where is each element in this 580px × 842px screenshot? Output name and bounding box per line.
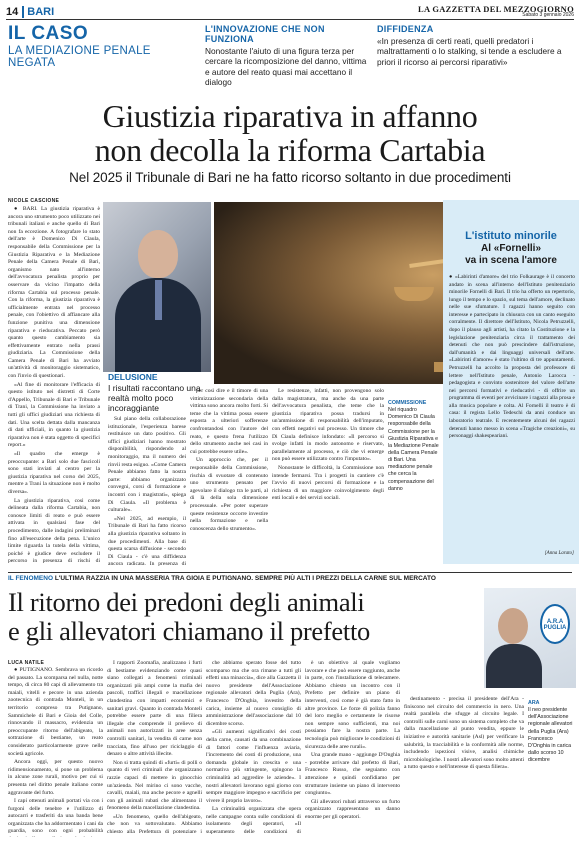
president-photo: [484, 588, 576, 688]
paragraph: è un obiettivo al quale vogliamo lavorare e che può essere raggiunto, anche in parte, con l'installazione di telecamere. Abbiamo chiesto un incontro con il Prefetto per definire un piano di interventi, così come è già stato fatto in altre province. Le forze di polizia fanno del loro meglio e certamente le risorse non sempre sono sufficienti, ma noi possiamo fare la nostra parte. La tecnologia può migliorare le condizioni di sicurezza delle aree rurali».: [305, 660, 400, 750]
logo-text: A.R.A PUGLIA: [543, 619, 567, 631]
caption-text: I risultati raccontano una realtà molto poco incoraggiante: [108, 383, 201, 414]
paragraph: I capi ottenuti animali portati via con i furgoni delle tenebre e l'utilizzo di autocarri e trasferiti da una banda bene organizzata che ha addormentato i cani da guardia, sono con ogni probabilità: [8, 798, 103, 835]
second-headline-line1: Il ritorno dei predoni degli animali: [8, 587, 365, 617]
article2-column-4: [305, 660, 400, 837]
pull-quote-innovation: [205, 24, 370, 87]
main-headline-line1: Giustizia riparativa in affanno: [102, 98, 478, 134]
paragraph: Ancora oggi, per questo nuovo ridimensionamento, si pone un problema in alcune zone rurali, motivo per cui si presenta nel diritto penale italiano come aggravante del furto.: [8, 759, 103, 796]
pull-quote-diffidenza: [377, 24, 575, 67]
paragraph: La giustizia riparativa, così come delineata dalla riforma Cartabia, non conosce limiti di reato e può essere attivata in qualsiasi fase del procedimento, dalle indagini preliminari fino all'esecuzione della pena. L'unico limite riguarda la tutela della vittima, poiché è giudice deve escludere il percorso in presenza di rischi di: [8, 497, 100, 565]
article-column-4: [272, 388, 384, 566]
issue-date: Sabato 3 gennaio 2026: [522, 12, 574, 19]
article-column-2: [108, 416, 186, 566]
article2-column-5: [404, 696, 524, 837]
page-number: 14: [6, 6, 22, 18]
caption-heading: COMMISSIONE: [388, 400, 427, 406]
article2-column-1: [8, 667, 103, 837]
strip-text: L'ULTIMA RAZZIA IN UNA MASSERIA TRA GIOIA E PUTIGNANO. SEMPRE PIÙ ALTI I PREZZI DELLA CARNE SUL MERCATO: [54, 575, 436, 582]
topic-kicker: IL CASO: [8, 23, 89, 44]
paragraph: Nonostante le difficoltà, la Commissione non intende fermarsi. Tra i progetti in cantiere c'è l'avvio di nuovi percorsi di formazione e la richiesta di un maggiore coinvolgimento degli enti locali e dei servizi sociali.: [272, 464, 384, 502]
pull-quote-text: «In presenza di certi reati, quelli predatori i maltrattamenti o lo stalking, si tende a escludere a priori il ricorso ai percorsi riparativi»: [377, 36, 562, 67]
paragraph: Gli allevatori rubati attraverso un furto organizzato rappresentano un danno enorme per gli operatori.: [305, 798, 400, 820]
paragraph: che abbiamo sperato fosse del tutto scomparso ma che ora rimane a tutti gli effetti una minaccia», dice alla Gazzetta il nuovo presidente dell'Associazione regionale allevatori della Puglia (Ara), Francesco D'Onghia, investito della carica, insieme al nuovo consiglio di amministrazione dell'associazione dal 10 dicembre scorso.: [206, 660, 301, 727]
sidebar-subheading-line1: Al «Fornelli»: [480, 243, 541, 254]
article-column-3: [190, 388, 268, 566]
sidebar-heading: L'istituto minorile: [465, 230, 557, 242]
second-headline-line2: e gli allevatori chiamano il prefetto: [8, 616, 370, 647]
topic-subtitle: LA MEDIAZIONE PENALE NEGATA: [8, 45, 151, 69]
page-header: [6, 4, 574, 20]
pull-quote-heading: L'INNOVAZIONE CHE NON FUNZIONA: [205, 24, 325, 44]
main-deck: Nel 2025 il Tribunale di Bari ne ha fatto ricorso soltanto in due procedimenti: [69, 170, 511, 185]
topic-strip: [8, 572, 572, 582]
paragraph: ● PUTIGNANO. Sembrava un ricordo del passato. La scomparsa nel nulla, notte tempo, di circa 80 capi di allevamento tra maiali, vitelli e pecore in una azienda zootecnica di contrada Monteli, in un territorio compreso tra Putignano, Sammichele di Bari e Gioia del Colle, rinnovando il massacro, evidenzia un preoccupante ritorno dell'abigeato, la sottrazione di bestiame, un reato considerato particolarmente grave nelle società agricole.: [8, 667, 103, 757]
pull-quote-heading: DIFFIDENZA: [377, 24, 434, 34]
caption-heading: DELUSIONE: [108, 372, 158, 382]
paragraph: destinamento - precisa il presidente dell'Ara - finiscono nel circuito del commercio in nero. Una realtà parallela che sfugge al circuito legale. I controlli sulle carni sono un sistema completo che va dalla macellazione al punto vendita, eppure le iniziative e autorità sanitarie (Asl) per verificare la salubrità, la tracciabilità e la conformità alle norme, includendo ispezioni visive, analisi chimiche microbiologiche. I nostri allevatori sono molto attenti a tutto questo e nell'interesse di questa filiera».: [404, 696, 524, 771]
masthead-name: LA GAZZETTA DEL MEZZOGIORNO: [417, 3, 574, 14]
caption-text: Il neo presidente dell'Associazione regionale allevatori della Puglia (Ara) Francesco D'Onghia in carica dallo scorso 10 dicembre: [528, 707, 573, 764]
photo-caption-ara: [528, 700, 576, 764]
paragraph: Le resistenze, infatti, non provengono solo dalla magistratura, ma anche da una parte dell'avvocatura penalista, che teme che la giustizia riparativa possa tradursi in un'ammissione di responsabilità dell'imputato, con effetti negativi sul processo. Un timore che Di Ciaula definisce infondato: «Il percorso si svolge infatti in modo autonomo e riservato, parallelamente al processo, e ciò che vi emerge non può essere utilizzato contro l'imputato».: [272, 388, 384, 463]
article2-column-3: [206, 660, 301, 837]
sidebar-subheading-line2: va in scena l'amore: [465, 254, 557, 266]
author-byline: NICOLE CASCIONE: [8, 198, 60, 204]
main-headline: [0, 100, 580, 167]
article-column-1: [8, 206, 100, 566]
sidebar-box-fornelli: [443, 200, 579, 564]
paragraph: «Gli aumenti significativi dei costi della carne, causati da una combinazione di fattori come l'influenza aviaria, l'incremento dei costi di produzione, una domanda globale in crescita e una normativa più stringente, spingono la criminalità ad aggredire le aziende». I nostri allevatori lavorano ogni giorno con sempre maggiore impegno e sacrificio per vivere il proprio lavoro».: [206, 729, 301, 804]
article2-column-2: [107, 660, 202, 837]
masthead: [418, 5, 574, 19]
topic-header: [8, 24, 198, 69]
paragraph: ● BARI. La giustizia riparativa è ancora uno strumento poco utilizzato nei tribunali italiani e anche quello di Bari non fa eccezione. A fotografare lo stato dell'arte è Domenico Di Ciaula, responsabile della Commissione per la Giustizia Riparativa e la Mediazione Penale della Camera Penale di Bari, organismo nato all'interno dell'avvocatura penalista proprio per osservare da vicino l'impatto della riforma Cartabia sul processo penale. Con la riforma, la giustizia riparativa è ufficialmente entrata nel processo penale, con l'obiettivo di affiancare alla funzione punitiva una dimensione riparativa e rieducativa. Peccato però quanto questo cambiamento sia effettivamente entrato nella prassi giudiziaria. La Commissione della Camera Penale di Bari ha avviato un'attività di monitoraggio sistematico, con l'invio di questionari.: [8, 206, 100, 380]
portrait-photo: [103, 202, 211, 372]
paragraph: per così dire e il timore di una vittimizzazione secondaria della vittima sono ancora molto forti. Si teme che la vittima possa essere esposta a ulteriori sofferenze confrontandosi con l'autore del reato, e questo frena l'utilizzo dello strumento anche nei casi in cui potrebbe essere utile».: [190, 388, 268, 455]
strip-tag: IL FENOMENO: [8, 575, 54, 582]
pull-quote-text: Nonostante l'aiuto di una figura terza per cercare la ricomposizione del danno, vittima e autore del reato quasi mai accettano il dialogo: [205, 46, 367, 88]
section-label: BARI: [22, 6, 54, 18]
ara-logo: [540, 604, 570, 644]
sidebar-signature: [Anna Larato]: [544, 551, 574, 556]
main-headline-line2: non decolla la riforma Cartabia: [94, 131, 486, 168]
caption-text: Nel riquadro Domenico Di Ciaula responsabile della Commissione per la Giustizia Riparativa e la Mediazione Penale della Camera Penale di Bari. Una mediazione penale che cerca la compensazione del danno: [388, 407, 439, 492]
photo-caption-commissione: [388, 400, 440, 493]
author-byline-2: LUCA NATILE: [8, 660, 45, 666]
paragraph: La criminalità organizzata che opera nelle campagne conta sulle condizioni di isolamento degli operatori, «Il superamento delle condizioni di: [206, 806, 301, 836]
sidebar-subheading: [443, 243, 579, 266]
paragraph: Non si tratta quindi di «furti» di polli o quanto di veri criminali che organizzano razzie capaci di mettere in ginocchio un'azienda. Nel mirino ci sono vacche, cavalli, maiali, ma anche pecore e agnelli con gli animali rubati che alimentano il fenomeno della macellazione clandestina.: [107, 759, 202, 812]
paragraph: «Il quadro che emerge è preoccupante: a Bari solo due fascicoli sono stati inviati al centro per la giustizia riparativa nel corso del 2025, mentre a Trani la situazione non è molto diversa».: [8, 451, 100, 495]
paragraph: «Nel 2025, ad esempio, il Tribunale di Bari ha fatto ricorso alla giustizia riparativa soltanto in due procedimenti. Alla base di questa scarsa diffusione - secondo Di Ciaula - c'è una diffidenza ancora radicata. In presenza di: [108, 515, 186, 566]
second-headline: [8, 588, 478, 646]
paragraph: Un approccio che, per il responsabile della Commissione, rischia di svuotare di contenuto uno strumento pensato per agevolare il dialogo tra le parti, al di là della sola dimensione processuale. «Per poter superare queste resistenze occorre investire nella formazione e nella conoscenza dello strumento».: [190, 457, 268, 532]
paragraph: Sul piano della collaborazione istituzionale, l'esperienza barese restituisce un dato positivo. Gli uffici giudiziari hanno mostrato disponibilità, rispondendo al monitoraggio, ma il numero dei rinvii resta esiguo. «Come Camera Penale abbiamo fatto la nostra parte: abbiamo organizzato convegni, corsi di formazione e incontri con i magistrati», spiega Di Ciaula. «Il problema è culturale».: [108, 416, 186, 514]
caption-heading: ARA: [528, 700, 540, 706]
paragraph: «Un fenomeno, quello dell'abigeato, che non va sottovalutato. Abbiamo chiesto alla Prefettura di potenziare i: [107, 813, 202, 836]
paragraph: «Al fine di monitorare l'efficacia di questo istituto nei distretti di Corte d'Appello, Tribunale di Bari e Tribunale di Trani, la Commissione ha inviato a tutti gli uffici giudiziari una richiesta di dati. Una scelta dettata dalla mancanza di dati ufficiali, in quanto la giustizia riparativa non è stata oggetto di specifici report.»: [8, 381, 100, 449]
sidebar-text: ● «Labirinti d'amore» del trio Folkaurage è il concerto andato in scena all'interno dell'Istituto penitenziario minorile Fornelli di Bari. Il trio ha offerto un repertorio, lungo il tempo e lo spazio, sul tema dell'amore, declinato nelle sue sfumature. I ragazzi hanno seguito con interesse e partecipato in chiusura con un canto eseguito corralmente. Il direttore dell'Istituto, Nicola Petruzzelli, dopo il plauso agli artisti, ha citato la Costituzione e la legislazione penitenziaria circa il trattamento dei detenuti che non può prescindere dall'istruzione, dall'umanità e dai linguaggi universali dell'arte. «Labirinti d'amore» è stato l'ultimo di tre appuntamenti. Petruzzelli ha accolto la proposta del professore di lettere nell'Istituto penale, Antonio Larocca - pedagogista e convinto sostenitore del valore dell'arte nei percorsi formativi e rieducativi - di offrire un programma di eventi per avvicinare i ragazzi alla prosa e alla musica popolare e colta. Al Fornelli il teatro è di casa: il regista Lello Tedeschi da anni conduce un laboratorio teatrale. E recentemente alcuni dei ragazzi detenuti hanno messo in scena «Tragiche creazioni», su personaggi shakespeariani.: [449, 274, 575, 440]
paragraph: Una grande mano - aggiunge D'Onghia - potrebbe arrivare dal prefetto di Bari, Francesco Russo, che seguiamo con attenzione e quindi confidiamo per strutturare insieme un piano di intervento congiunto».: [305, 752, 400, 797]
paragraph: I rapporti Zoomafia, analizzano i furti di bestiame evidenziando come quasi siano collegati a fenomeni criminali organizzati più ampi come la mafia dei pascoli, traffici illegali e macellazione clandestina con impatti economici e sanitari gravi. Quanto in contrada Monteli potrebbe essere parte di una filiera illegale che comprende il prelievo di animali non autorizzati in aree senza controlli sanitari, la vendita di carne non tracciata, fino all'uso per riciclaggio di denaro o altre attività illecite.: [107, 660, 202, 758]
